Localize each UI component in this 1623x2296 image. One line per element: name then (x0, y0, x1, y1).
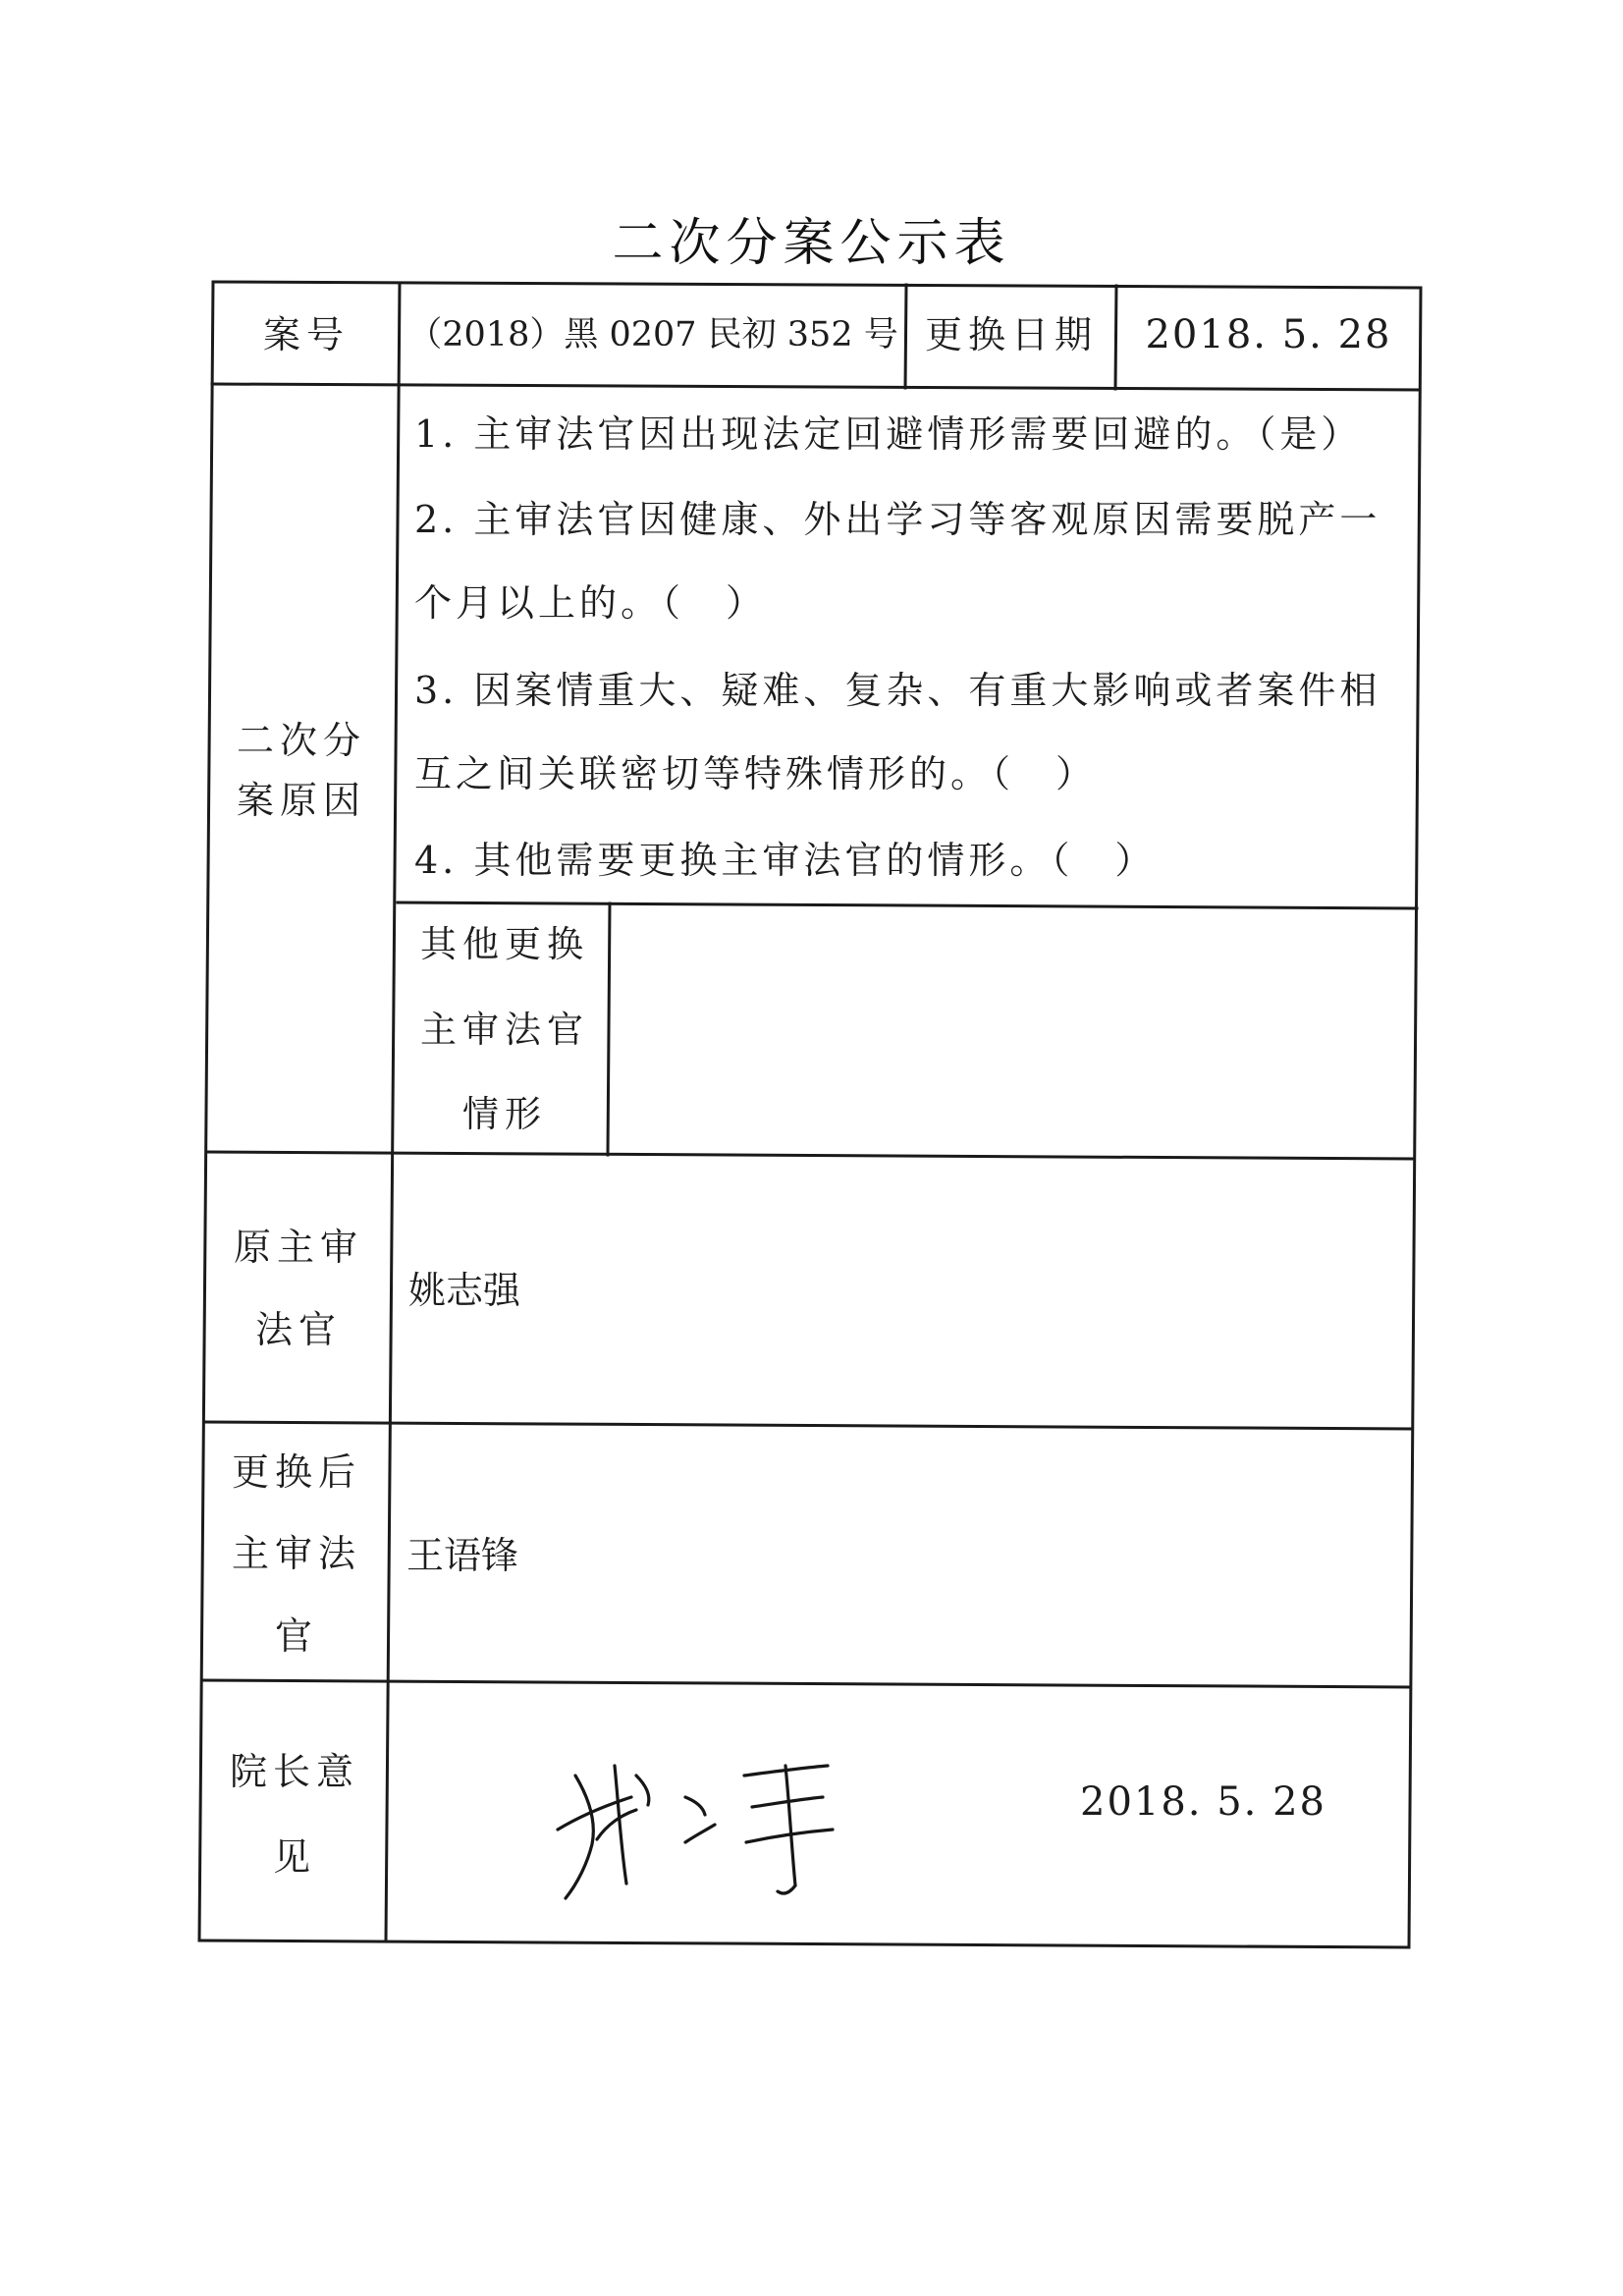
reason-item-2-cont: 个月以上的。（ ） (414, 581, 768, 625)
header-divider-b (1115, 286, 1116, 389)
change-date-label: 更换日期 (924, 312, 1098, 356)
president-opinion-label: 院长意 见 (229, 1749, 359, 1879)
reason-item-2: 2. 主审法官因健康、外出学习等客观原因需要脱产一 (414, 498, 1381, 541)
case-number-label: 案号 (262, 312, 350, 356)
case-number-value: （2018）黑 0207 民初 352 号 (407, 315, 898, 355)
reason-item-1: 1. 主审法官因出现法定回避情形需要回避的。（是） (414, 412, 1363, 456)
reason-item-3-cont: 互之间关联密切等特殊情形的。（ ） (414, 752, 1098, 795)
change-date-value: 2018. 5. 28 (1145, 312, 1392, 357)
other-situation-value (612, 907, 1413, 1153)
original-judge-label: 原主审 法官 (233, 1226, 363, 1351)
page-title: 二次分案公示表 (612, 214, 1011, 273)
other-situation-label: 其他更换 主审法官 情形 (420, 922, 589, 1136)
new-judge-label: 更换后 主审法 官 (231, 1449, 361, 1658)
president-signature (538, 1736, 852, 1903)
new-judge-name: 王语锋 (406, 1533, 519, 1577)
header-divider-a (905, 285, 906, 388)
reason-item-4: 4. 其他需要更换主审法官的情形。（ ） (414, 839, 1157, 882)
president-opinion-date: 2018. 5. 28 (1080, 1779, 1327, 1825)
original-judge-name: 姚志强 (408, 1268, 521, 1312)
reasons-label: 二次分 案原因 (236, 719, 366, 822)
reason-item-3: 3. 因案情重大、疑难、复杂、有重大影响或者案件相 (414, 669, 1381, 712)
